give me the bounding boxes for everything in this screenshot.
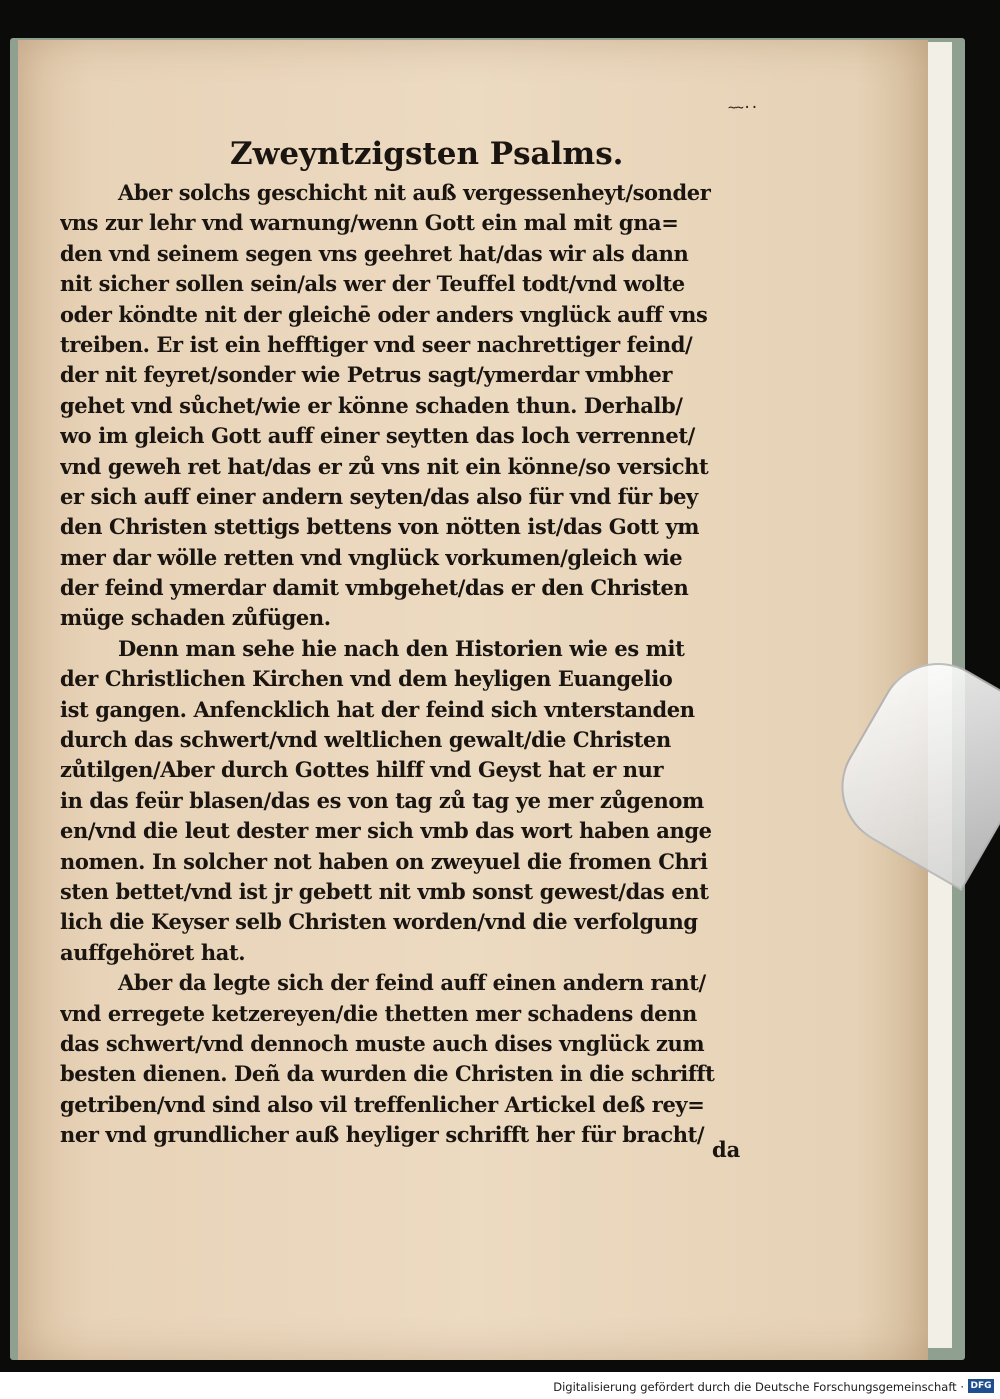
running-header: Zweyntzigsten Psalms. (230, 136, 624, 172)
funding-credit: Digitalisierung gefördert durch die Deutsche Forschungsgemeinschaft · (553, 1380, 964, 1394)
text-line: der Christlichen Kirchen vnd dem heyligen Euangelio (60, 666, 673, 692)
text-line: besten dienen. Deñ da wurden die Christen in die schrifft (60, 1061, 715, 1087)
text-line: der feind ymerdar damit vmbgehet/das er den Christen (60, 575, 689, 601)
text-line: in das feür blasen/das es von tag zů tag ye mer zůgenom (60, 787, 704, 813)
catchword: da (712, 1137, 741, 1162)
text-line: auffgehöret hat. (60, 939, 246, 965)
text-line: nomen. In solcher not haben on zweyuel die fromen Chri (60, 848, 708, 874)
text-line: er sich auff einer andern seyten/das also für vnd für bey (60, 483, 698, 509)
text-line: zůtilgen/Aber durch Gottes hilff vnd Geyst hat er nur (60, 757, 664, 783)
dfg-logo: DFG (968, 1379, 994, 1393)
text-line: Aber solchs geschicht nit auß vergessenheyt/sonder (118, 180, 711, 205)
text-line: vnd erregete ketzereyen/die thetten mer schadens denn (60, 1000, 697, 1026)
text-line: den vnd seinem segen vns geehret hat/das wir als dann (60, 240, 689, 266)
text-line: oder köndte nit der gleichē oder anders vnglück auff vns (60, 301, 708, 327)
text-line: en/vnd die leut dester mer sich vmb das wort haben ange (60, 818, 712, 844)
text-line: wo im gleich Gott auff einer seytten das loch verrennet/ (60, 423, 695, 449)
text-line: Denn man sehe hie nach den Historien wie es mit (118, 635, 685, 661)
text-line: treiben. Er ist ein hefftiger vnd seer nachrettiger feind/ (60, 331, 693, 357)
text-line: getriben/vnd sind also vil treffenlicher Artickel deß rey= (60, 1091, 705, 1117)
text-line: das schwert/vnd dennoch muste auch dises vnglück zum (60, 1030, 705, 1056)
text-line: lich die Keyser selb Christen worden/vnd die verfolgung (60, 909, 698, 935)
text-line: durch das schwert/vnd weltlichen gewalt/die Christen (60, 727, 671, 753)
text-line: ist gangen. Anfencklich hat der feind sich vnterstanden (60, 696, 695, 722)
text-line: nit sicher sollen sein/als wer der Teuffel todt/vnd wolte (60, 271, 685, 297)
marginal-mark: ~~·· (728, 100, 758, 116)
text-line: der nit feyret/sonder wie Petrus sagt/ymerdar vmbher (60, 362, 673, 388)
text-line: vns zur lehr vnd warnung/wenn Gott ein mal mit gna= (60, 210, 679, 236)
text-line: vnd geweh ret hat/das er zů vns nit ein könne/so versicht (60, 453, 709, 479)
text-line: mer dar wölle retten vnd vnglück vorkumen/gleich wie (60, 544, 683, 570)
text-line: sten bettet/vnd ist jr gebett nit vmb sonst gewest/das ent (60, 878, 709, 904)
text-line: ner vnd grundlicher auß heyliger schrifft her für bracht/ (60, 1122, 705, 1148)
text-line: Aber da legte sich der feind auff einen andern rant/ (118, 970, 706, 996)
body-text (60, 178, 770, 1151)
text-line: müge schaden zůfügen. (60, 605, 331, 631)
text-line: gehet vnd sůchet/wie er könne schaden thun. Derhalb/ (60, 392, 683, 418)
text-line: den Christen stettigs bettens von nötten ist/das Gott ym (60, 514, 700, 540)
